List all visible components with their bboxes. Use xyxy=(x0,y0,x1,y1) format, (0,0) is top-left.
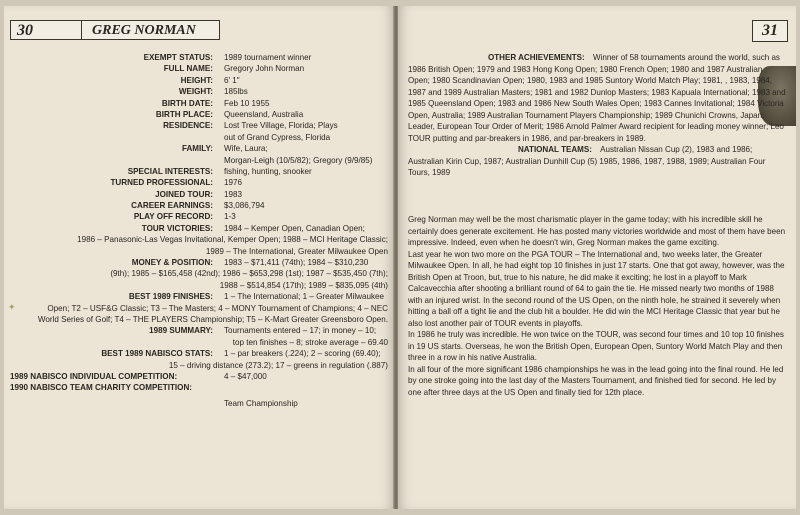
stat-value-continued: Morgan-Leigh (10/5/82); Gregory (9/9/85) xyxy=(224,155,373,165)
stat-row xyxy=(4,75,394,86)
national-teams-label: NATIONAL TEAMS: xyxy=(518,145,592,154)
stat-value-continued: 1986 – Panasonic-Las Vegas Invitational, Kemper Open; 1988 – MCI Heritage Classic; xyxy=(77,235,388,245)
stat-value: Tournaments entered – 17; in money – 10; xyxy=(224,326,377,336)
stat-label: WEIGHT: xyxy=(178,87,213,97)
stat-label: BEST 1989 NABISCO STATS: xyxy=(101,349,213,359)
stat-row-continued xyxy=(4,132,394,143)
player-name-heading: GREG NORMAN xyxy=(82,20,220,40)
stat-row-continued xyxy=(4,337,394,348)
decorative-mark: ✦ xyxy=(8,302,16,312)
stat-value: Lost Tree Village, Florida; Plays xyxy=(224,121,338,131)
stat-label: TOUR VICTORIES: xyxy=(141,223,213,233)
stat-row xyxy=(4,52,394,63)
nabisco-team-row xyxy=(4,382,394,393)
player-stats xyxy=(4,52,394,409)
stat-row xyxy=(4,223,394,234)
bio-paragraph: Last year he won two more on the PGA TOUR – The International and, two weeks later, the Greater Milwaukee Open. In all, he had eight top 10 finishes in just 17 starts. One that got away, however, was the British Open at Troon, but, true to his nature, he did make it exciting; he lost in a playoff to Mark Calcavecchia after shooting a brilliant round of 64 to gain the tie. He missed nearly two months of 1988 with an injured wrist. In the second round of the US Open, on the ninth hole, he strained it severely when hitting a ball off a tight lie and the club hit a boulder. He did win the MCI Heritage Classic that year but he also lost another pair of TOUR events in playoffs. xyxy=(408,249,785,328)
stat-row-continued xyxy=(4,246,394,257)
right-page-number: 31 xyxy=(752,20,788,42)
stat-label: 1989 SUMMARY: xyxy=(149,326,213,336)
stat-value: 1984 – Kemper Open, Canadian Open; xyxy=(224,223,365,233)
national-teams-text: Australian Nissan Cup (2), 1983 and 1986; Australian Kirin Cup, 1987; Australian Dunhill Cup (5) 1985, 1986, 1987, 1988, 1989; Australian Four Tours, 1989 xyxy=(408,145,766,177)
nabisco-team-value-row xyxy=(4,398,394,409)
achievements-section xyxy=(408,52,786,179)
stat-value: $3,086,794 xyxy=(224,201,265,211)
stat-row xyxy=(4,189,394,200)
stat-row xyxy=(4,348,394,359)
nabisco-individual-row xyxy=(4,371,394,382)
stat-row xyxy=(4,120,394,131)
stat-label: MONEY & POSITION: xyxy=(131,258,213,268)
stat-value-continued: 1989 – The International, Greater Milwaukee Open xyxy=(205,246,388,256)
stat-label: FULL NAME: xyxy=(163,64,213,74)
stat-label: PLAY OFF RECORD: xyxy=(133,212,213,222)
stat-label: CAREER EARNINGS: xyxy=(131,201,213,211)
stat-row-continued xyxy=(4,303,394,314)
stat-row xyxy=(4,98,394,109)
stat-label: BEST 1989 FINISHES: xyxy=(128,292,213,302)
stat-label: BIRTH PLACE: xyxy=(155,109,213,119)
stat-label: RESIDENCE: xyxy=(163,121,213,131)
stat-value: 1 – par breakers (.224); 2 – scoring (69.40); xyxy=(224,349,381,359)
left-page-number: 30 xyxy=(10,20,82,40)
stat-row xyxy=(4,109,394,120)
bio-paragraph: Greg Norman may well be the most charismatic player in the game today; with his incredible skill he certainly does generate excitement. He has posted many victories worldwide and most of them have been impressive. Indeed, even when he doesn't win, Greg Norman makes the game exciting. xyxy=(408,215,786,247)
stat-label: HEIGHT: xyxy=(180,75,213,85)
bio-paragraph: In 1986 he truly was incredible. He won twice on the TOUR, was second four times and 10 top 10 finishes in 19 US starts. Overseas, he won the British Open, European Open, Suntory World Match Play and then three in a row in his native Australia. xyxy=(408,330,784,362)
stat-value: 1983 – $71,411 (74th); 1984 – $310,230 xyxy=(224,258,369,268)
nabisco-individual-value: 4 – $47,000 xyxy=(224,371,267,381)
stat-label: EXEMPT STATUS: xyxy=(143,53,213,62)
stat-value: Gregory John Norman xyxy=(224,64,305,74)
stat-row xyxy=(4,63,394,74)
stat-value: 1-3 xyxy=(224,212,236,222)
stat-row-continued xyxy=(4,280,394,291)
stat-value-continued: World Series of Golf; T4 – THE PLAYERS Championship; T5 – K-Mart Greater Greensboro Open. xyxy=(37,314,388,324)
biography xyxy=(408,214,786,398)
stat-row xyxy=(4,143,394,154)
stat-value: Queensland, Australia xyxy=(224,109,304,119)
stat-value-continued: Open; T2 – USF&G Classic; T3 – The Masters; 4 – MONY Tournament of Champions; 4 – NEC xyxy=(47,303,388,313)
nabisco-team-value: Team Championship xyxy=(224,398,298,408)
stat-row xyxy=(4,200,394,211)
stat-row xyxy=(4,177,394,188)
stat-value: 1983 xyxy=(224,189,243,199)
stat-value: 1 – The International; 1 – Greater Milwaukee xyxy=(224,292,385,302)
stat-value: 1976 xyxy=(224,178,243,188)
stat-value-continued: out of Grand Cypress, Florida xyxy=(224,132,331,142)
nabisco-individual-label: 1989 NABISCO INDIVIDUAL COMPETITION: xyxy=(10,371,178,381)
stat-value-continued: top ten finishes – 8; stroke average – 69.40 xyxy=(232,337,388,347)
stat-row-continued xyxy=(4,360,394,371)
right-page xyxy=(398,6,796,509)
stat-row-continued xyxy=(4,155,394,166)
stat-value: 6' 1" xyxy=(224,75,240,85)
stat-row xyxy=(4,211,394,222)
stat-value-continued: 15 – driving distance (273.2); 17 – greens in regulation (.887) xyxy=(168,360,388,370)
stat-row-continued xyxy=(4,268,394,279)
stat-label: SPECIAL INTERESTS: xyxy=(127,166,213,176)
stat-value-continued: 1988 – $514,854 (17th); 1989 – $835,095 (4th) xyxy=(219,280,388,290)
stat-label: BIRTH DATE: xyxy=(161,98,213,108)
stat-value: Wife, Laura; xyxy=(224,144,268,154)
stat-value: 1989 tournament winner xyxy=(224,53,312,62)
other-achievements-text: Winner of 58 tournaments around the world, such as 1986 British Open; 1979 and 1983 Hong Kong Open; 1980 French Open; 1980 and 1987 Australian Open; 1980 Scandinavian Open; 1980, 1983 and 1985 Suntory World Match Play; 1981, , 1983, 1984, 1987 and 1989 Australian Masters; 1981 and 1982 Dunlop Masters; 1983 Kapuala International; 1983 and 1985 Queensland Open; 1983 and 1986 New South Wales Open; 1983 Cannes Invitational; 1984 Victoria Open, Australia; 1989 Australian Tournament Players Championship; 1989 Chunichi Crowns, Japan; Leader, European Tour Order of Merit; 1986 Arnold Palmer Award recipient for leading money winner; Leo TOUR putting and par-breakers in 1986, and par-breakers in 1989. xyxy=(408,53,786,143)
stat-row xyxy=(4,86,394,97)
stat-row xyxy=(4,166,394,177)
bio-paragraph: In all four of the more significant 1986 championships he was in the lead going into the final round. He led by one stroke going into the last day of the Masters Tournament, and finished tied for second. He led by one after three days at the US Open and finally tied for 12th place. xyxy=(408,364,784,397)
stat-row xyxy=(4,257,394,268)
stat-value: Feb 10 1955 xyxy=(224,98,270,108)
nabisco-team-label: 1990 NABISCO TEAM CHARITY COMPETITION: xyxy=(10,383,192,393)
left-page xyxy=(4,6,394,509)
stat-label: JOINED TOUR: xyxy=(155,189,213,199)
stat-row xyxy=(4,325,394,336)
stat-label: TURNED PROFESSIONAL: xyxy=(110,178,213,188)
stat-label: FAMILY: xyxy=(181,144,213,154)
other-achievements-label: OTHER ACHIEVEMENTS: xyxy=(488,53,585,62)
stat-value-continued: (9th); 1985 – $165,458 (42nd); 1986 – $653,298 (1st); 1987 – $535,450 (7th); xyxy=(110,269,388,279)
stat-row xyxy=(4,291,394,302)
stat-value: 185lbs xyxy=(224,87,248,97)
stat-row-continued xyxy=(4,234,394,245)
stat-value: fishing, hunting, snooker xyxy=(224,166,312,176)
stat-row-continued xyxy=(4,314,394,325)
